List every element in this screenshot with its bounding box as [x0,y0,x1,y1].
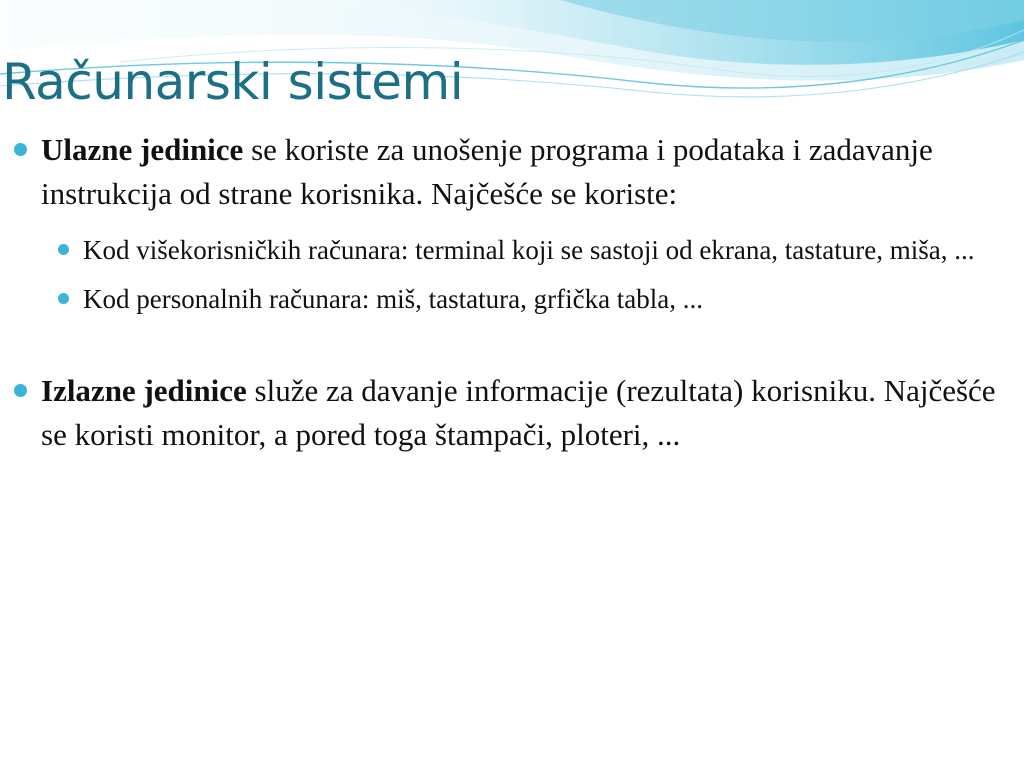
bullet-text: služe za davanje informacije (rezultata) korisniku. Najčešće se koristi monitor, a pored toga štampači, ploteri, ... [41,373,996,452]
slide-content [14,128,1018,457]
sub-bullet-personal [58,280,1018,319]
bullet-dot-icon [14,384,27,397]
sub-bullet-dot-icon [58,244,69,255]
sub-bullet-text: Kod višekorisničkih računara: terminal koji se sastoji od ekrana, tastature, miša, ... [83,235,975,265]
bullet-input-units [14,128,1018,216]
sub-bullet-text: Kod personalnih računara: miš, tastatura, grfička tabla, ... [83,284,704,314]
sub-bullet-multiuser [58,231,1018,270]
bullet-dot-icon [14,143,27,156]
sub-list [58,231,1018,319]
bullet-bold-term: Izlazne jedinice [41,373,247,408]
spacer [14,329,1018,369]
bullet-output-units [14,369,1018,457]
bullet-text: se koriste za unošenje programa i podataka i zadavanje instrukcija od strane korisnika. Najčešće se koriste: [41,132,933,211]
slide-title: Računarski sistemi [2,53,464,111]
sub-bullet-dot-icon [58,293,69,304]
bullet-bold-term: Ulazne jedinice [41,132,244,167]
